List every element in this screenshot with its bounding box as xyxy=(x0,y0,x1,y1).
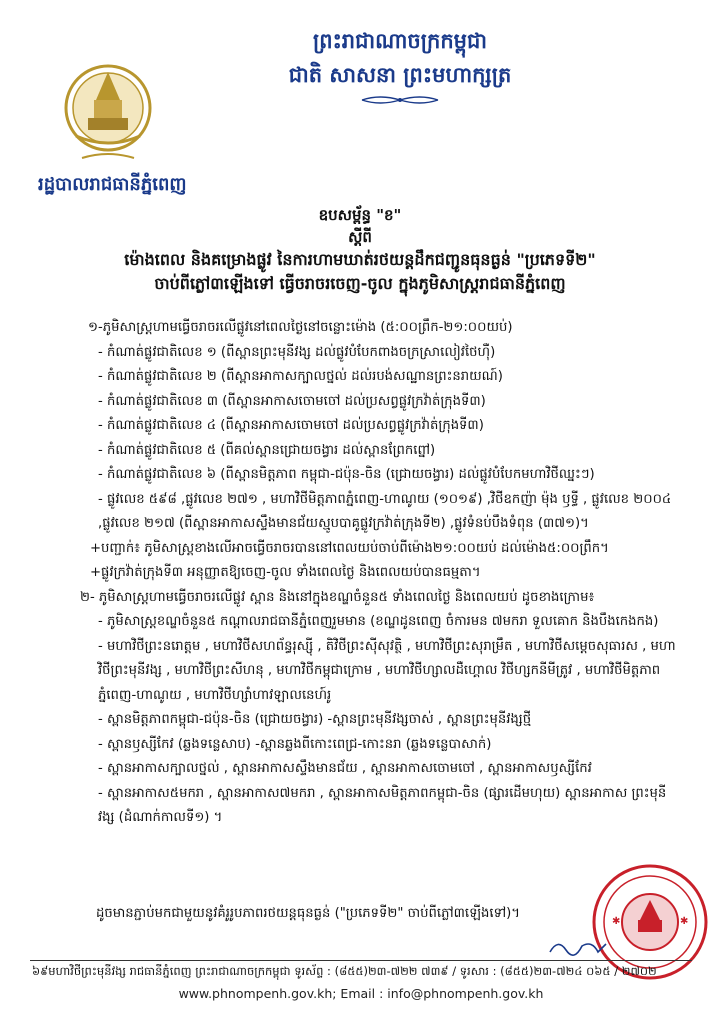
subject-label: ស្តីពី xyxy=(348,228,372,246)
contact-separator: ; Email : xyxy=(332,986,388,1001)
streets-list: - ផ្លូវលេខ ៥៩៨ ,ផ្លូវលេខ ២៧១ , មហាវិថីមិត្តភាពភ្នំពេញ-ហាណូយ (១០១៩) ,វិថីឧកញ៉ា ម៉ុង ឫទ្ធី , ផ្លូវលេខ ២០០៤ ,ផ្លូវលេខ ២១៧ (ពីស្ពានអាកាសស្ទឹងមានជ័យស្មូបបាគូផ្លូវក្រវ៉ាត់ក្រុងទី២) ,ផ្លូវទំនប់បឹងទំពុន (៣៧១)។ xyxy=(98,491,672,531)
title-line-2: ចាប់ពីភ្លៅ៣ឡើងទៅ ធ្វើចរាចរចេញ-ចូល ក្នុងភូមិសាស្ត្ររាជធានីភ្នំពេញ xyxy=(154,274,566,293)
document-title-block xyxy=(40,204,680,296)
list-item: - កំណាត់ផ្លូវជាតិលេខ ៤ (ពីស្ពានអាកាសចោមចៅ ដល់ប្រសព្វផ្លូវក្រវ៉ាត់ក្រុងទី៣) xyxy=(98,418,484,433)
section-1-heading: ១-ភូមិសាស្ត្រហាមធ្វើចរាចរលើផ្លូវនៅពេលថ្ងៃនៅចន្លោះម៉ោង (៥:០០ព្រឹក-២១:០០យប់) xyxy=(88,320,513,335)
national-motto: ជាតិ សាសនា ព្រះមហាក្សត្រ xyxy=(288,62,512,87)
phnom-penh-emblem-icon xyxy=(62,58,154,168)
email-link[interactable]: info@phnompenh.gov.kh xyxy=(387,986,544,1001)
list-item: - កំណាត់ផ្លូវជាតិលេខ ២ (ពីស្ពានអាកាសក្បាលថ្នល់ ដល់របង់សណ្ឋានព្រះនរាយណ៍) xyxy=(98,369,503,384)
ornament-divider-icon xyxy=(360,94,440,106)
title-line-1: ម៉ោងពេល និងគម្រោងផ្លូវ នៃការហាមឃាត់រថយន្តដឹកជញ្ជូនធុនធ្ងន់ "ប្រភេទទី២" xyxy=(124,250,596,269)
svg-text:✱: ✱ xyxy=(612,916,621,927)
annex-label: ឧបសម្ព័ន្ធ "ខ" xyxy=(318,206,402,224)
footer-contact xyxy=(0,986,722,1001)
footer-address: ៦៩មហាវិថីព្រះមុនីវង្ស រាជធានីភ្នំពេញ ព្រះរាជាណាចក្រកម្ពុជា ទូរស័ព្ទ : (៨៥៥)២៣-៧២២ ៧៣៩ / ទូរសារ : (៨៥៥)២៣-៧២៤ ០៦៥ / ២៧០២ xyxy=(32,964,657,978)
office-name: រដ្ឋបាលរាជធានីភ្នំពេញ xyxy=(38,174,187,195)
kingdom-name: ព្រះរាជាណាចក្រកម្ពុជា xyxy=(312,28,487,53)
list-item: - កំណាត់ផ្លូវជាតិលេខ ១ (ពីស្ពានព្រះមុនីវង្ស ដល់ផ្លូវបំបែកពាងចក្រស្រាលៀវថៃហ៊ឺ) xyxy=(98,344,496,360)
list-item: - កំណាត់ផ្លូវជាតិលេខ ៣ (ពីស្ពានអាកាសចោមចៅ ដល់ប្រសព្វផ្លូវក្រវ៉ាត់ក្រុងទី៣) xyxy=(98,393,486,409)
signature-icon xyxy=(548,936,608,958)
document-body xyxy=(40,316,690,831)
closing-statement: ដូចមានភ្ជាប់មកជាមួយនូវគំរូរូបភាពរថយន្តធុនធ្ងន់ ("ប្រភេទទី២" ចាប់ពីភ្លៅ៣ឡើងទៅ)។ xyxy=(96,906,520,921)
list-item: - ស្ពានមិត្តភាពកម្ពុជា-ជប៉ុន-ចិន (ជ្រោយចង្វារ) -ស្ពានព្រះមុនីវង្សចាស់ , ស្ពានព្រះមុនីវង្សថ្មី xyxy=(98,712,532,727)
section-2-heading: ២- ភូមិសាស្ត្រហាមធ្វើចរាចរលើផ្លូវ ស្ពាន និងនៅក្នុងខណ្ឌចំនួន៥ ទាំងពេលថ្ងៃ និងពេលយប់ ដូចខាងក្រោម៖ xyxy=(80,589,595,605)
svg-text:✱: ✱ xyxy=(680,916,689,927)
list-item: - ស្ពានអាកាស៥មករា , ស្ពានអាកាស៧មករា , ស្ពានអាកាសមិត្តភាពកម្ពុជា-ចិន (ផ្សារដើមហុយ) ស្ពានអាកាស ព្រះមុនីវង្ស (ដំណាក់កាលទី១) ។ xyxy=(98,785,667,825)
kingdom-header xyxy=(250,24,550,106)
list-item: - ភូមិសាស្ត្រខណ្ឌចំនួន៥ កណ្តាលរាជធានីភ្នំពេញរួមមាន (ខណ្ឌដូនពេញ ចំការមន ៧មករា ទួលគោក និងបឹងកេងកង) xyxy=(98,614,659,629)
list-item: - កំណាត់ផ្លូវជាតិលេខ ៥ (ពីគល់ស្ពានជ្រោយចង្វារ ដល់ស្ពានព្រែកព្នៅ) xyxy=(98,442,436,458)
note-ring-road: +ផ្លូវក្រវ៉ាត់ក្រុងទី៣ អនុញ្ញាតឱ្យចេញ-ចូល ទាំងពេលថ្ងៃ និងពេលយប់បានធម្មតា។ xyxy=(90,565,481,580)
website-link[interactable]: www.phnompenh.gov.kh xyxy=(178,986,333,1001)
list-item: - មហាវិថីព្រះនរោត្តម , មហាវិថីសហព័ន្ធរុស្ស៊ី , តិវិថីព្រះស៊ីសុវត្ថិ , មហាវិថីព្រះសុរាម្រឹត , មហាវិថីសម្តេចសុធារស , មហាវិថីព្រះមុនីវង្ស , មហាវិថីព្រះសីហនុ , មហាវិថីកម្ពុជាក្រោម , មហាវិថីហ្សាលដឺហ្គោល វិថីហ្សកនីមីត្រូវ , មហាវិថីមិត្តភាពភ្នំពេញ-ហាណូយ , មហាវិថីហ្សាំហាវឡាលនេហ៍រូ xyxy=(98,638,676,703)
list-item: - ស្ពានឫស្សីកែវ (ឆ្លងទន្លេសាប) -ស្ពានឆ្លងពីកោះពេជ្រ-កោះនរា (ឆ្លងទន្លេបាសាក់) xyxy=(98,736,492,752)
list-item: - ស្ពានអាកាសក្បាលថ្នល់ , ស្ពានអាកាសស្ទឹងមានជ័យ , ស្ពានអាកាសចោមចៅ , ស្ពានអាកាសឫស្សីកែវ xyxy=(98,761,592,776)
footer-divider xyxy=(30,960,692,961)
list-item: - កំណាត់ផ្លូវជាតិលេខ ៦ (ពីស្ពានមិត្តភាព កម្ពុជា-ជប៉ុន-ចិន (ជ្រោយចង្វារ) ដល់ផ្លូវបំបែកមហាវិថីឈ្នះៗ) xyxy=(98,467,595,482)
note-night-hours: +បញ្ជាក់៖ ភូមិសាស្ត្រខាងលើអាចធ្វើចរាចរបាននៅពេលយប់ចាប់ពីម៉ោង២១:០០យប់ ដល់ម៉ោង៥:០០ព្រឹក។ xyxy=(90,540,609,556)
